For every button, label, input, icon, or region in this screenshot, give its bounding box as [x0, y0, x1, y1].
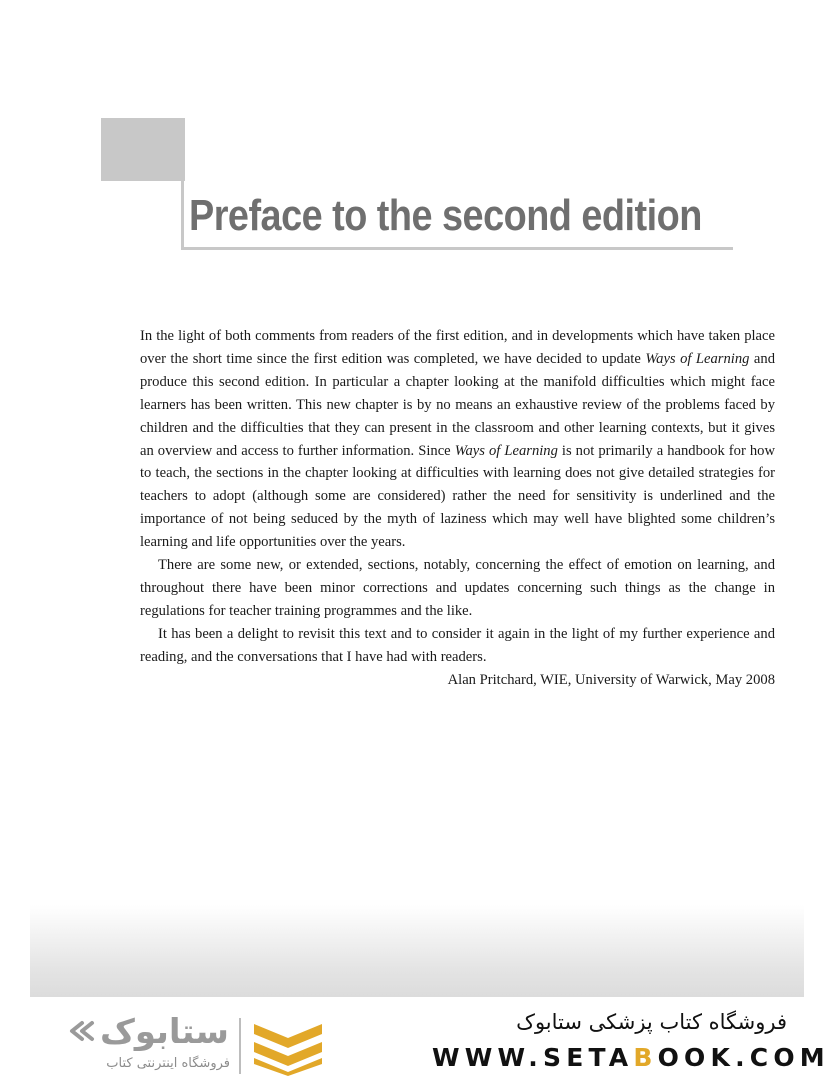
author-signature: Alan Pritchard, WIE, University of Warwick, May 2008	[447, 671, 775, 688]
title-rule-vertical	[181, 181, 184, 249]
logo-subtitle: فروشگاه اینترنتی کتاب	[106, 1056, 230, 1071]
url-part-ook: OOK	[657, 1043, 736, 1072]
store-url[interactable]	[432, 1043, 830, 1072]
paragraph-1-part-a: In the light of both comments from readers of the first edition, and in developments which have taken place over the short time since the first edition was completed, we have decided to update	[140, 328, 775, 367]
paragraph-2: There are some new, or extended, sections, notably, concerning the effect of emotion on learning, and throughout there have been minor corrections and updates concerning such things as the change in regulations for teacher training programmes and the like.	[140, 557, 775, 619]
store-name: فروشگاه کتاب پزشکی ستابوک	[516, 1010, 787, 1034]
url-part-com: .COM	[735, 1043, 830, 1072]
paragraph-3: It has been a delight to revisit this text and to consider it again in the light of my further experience and reading, and the conversations that I have had with readers.	[140, 625, 775, 665]
preface-body	[140, 325, 775, 692]
chapter-grey-block	[101, 118, 185, 181]
setabook-logo-text-icon	[64, 1011, 234, 1051]
logo-divider	[239, 1018, 241, 1074]
paragraph-1-part-c: is not primarily a handbook for how to teach, the sections in the chapter looking at difficulties with learning does not give detailed strategies for teachers to adopt (although some are considered) rather the need for sensitivity is underlined and the importance of not being seduced by the myth of laziness which may well have blighted some children’s learning and life opportunities over the years.	[140, 442, 775, 551]
page-bottom-shadow	[30, 905, 804, 997]
setabook-logo-wordmark	[64, 1011, 234, 1051]
book-chevron-logo-icon	[250, 1016, 326, 1076]
book-title-italic: Ways of Learning	[645, 350, 750, 367]
paragraph-1	[140, 325, 775, 554]
paragraph-1-part-b: and produce this second edition. In particular a chapter looking at the manifold difficulties which might face learners has been written. This new chapter is by no means an exhaustive review of the problems faced by children and the difficulties that they can present in the classroom and other learning contexts, but it gives an overview and access to further information. Since	[140, 350, 775, 459]
url-part-seta: SETA	[543, 1043, 634, 1072]
logo-text: ستابوک	[100, 1012, 229, 1051]
chapter-title: Preface to the second edition	[189, 191, 702, 240]
title-rule-horizontal	[181, 247, 733, 250]
book-title-italic: Ways of Learning	[454, 442, 558, 459]
url-part-www: WWW.	[432, 1043, 543, 1072]
url-part-b: B	[633, 1043, 658, 1072]
